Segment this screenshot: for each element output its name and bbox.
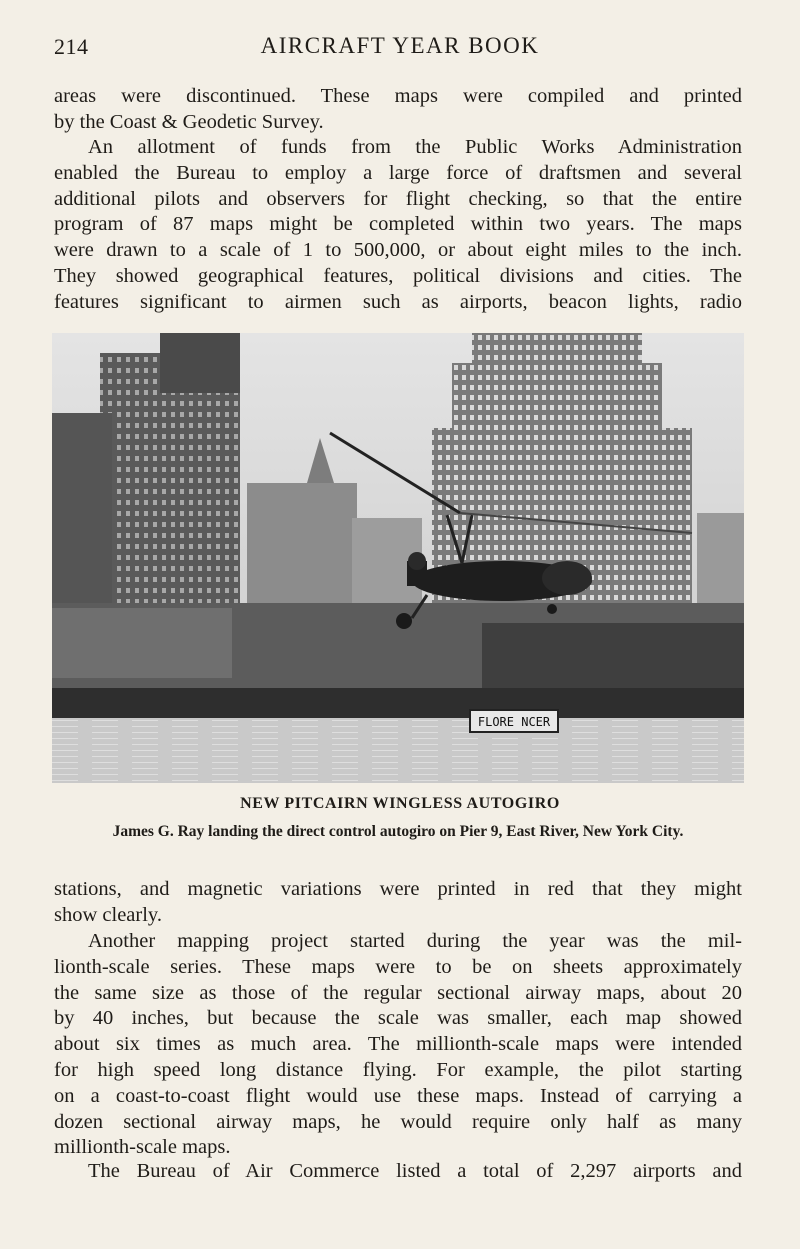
text-line: additional pilots and observers for flight checking, so that the entire — [54, 187, 742, 210]
text-line: The Bureau of Air Commerce listed a total of 2,297 airports and — [88, 1160, 742, 1182]
page-number: 214 — [54, 34, 89, 59]
text-line: features significant to airmen such as airports, beacon lights, radio — [54, 290, 742, 313]
paragraph-5 — [54, 1159, 742, 1185]
text-line: dozen sectional airway maps, he would require only half as many — [54, 1110, 742, 1133]
paragraph-4 — [54, 929, 742, 1161]
text-line: lionth-scale series. These maps were to be on sheets approximately — [54, 955, 742, 978]
text-line: stations, and magnetic variations were printed in red that they might — [54, 878, 742, 900]
paragraph-2 — [54, 135, 742, 316]
running-head: AIRCRAFT YEAR BOOK — [260, 33, 540, 58]
paragraph-1 — [54, 84, 742, 136]
paragraph-3 — [54, 877, 742, 929]
figure-caption-title: NEW PITCAIRN WINGLESS AUTOGIRO — [240, 795, 560, 812]
text-line: enabled the Bureau to employ a large force of draftsmen and several — [54, 161, 742, 184]
pier-sign-text: FLORE NCER — [477, 715, 551, 729]
text-line: for high speed long distance flying. For example, the pilot starting — [54, 1058, 742, 1081]
text-line: by 40 inches, but because the scale was smaller, each map showed — [54, 1007, 742, 1030]
text-line: millionth-scale maps. — [54, 1136, 231, 1159]
text-line: the same size as those of the regular sectional airway maps, about 20 — [54, 981, 742, 1004]
text-line: program of 87 maps might be completed within two years. The maps — [54, 213, 742, 236]
text-line: show clearly. — [54, 903, 162, 926]
text-line: on a coast-to-coast flight would use these maps. Instead of carrying a — [54, 1084, 742, 1107]
text-line: An allotment of funds from the Public Works Administration — [88, 136, 742, 158]
photo-illustration — [52, 333, 744, 783]
autogiro-photo — [52, 333, 744, 783]
text-line: They showed geographical features, political divisions and cities. The — [54, 264, 742, 287]
text-line: were drawn to a scale of 1 to 500,000, or about eight miles to the inch. — [54, 239, 742, 262]
text-line: about six times as much area. The millionth-scale maps were intended — [54, 1033, 742, 1056]
text-line: areas were discontinued. These maps were compiled and printed — [54, 85, 742, 107]
text-line: Another mapping project started during the year was the mil- — [88, 930, 742, 952]
text-line: by the Coast & Geodetic Survey. — [54, 110, 324, 133]
figure-caption-body: James G. Ray landing the direct control autogiro on Pier 9, East River, New York City. — [112, 823, 684, 840]
